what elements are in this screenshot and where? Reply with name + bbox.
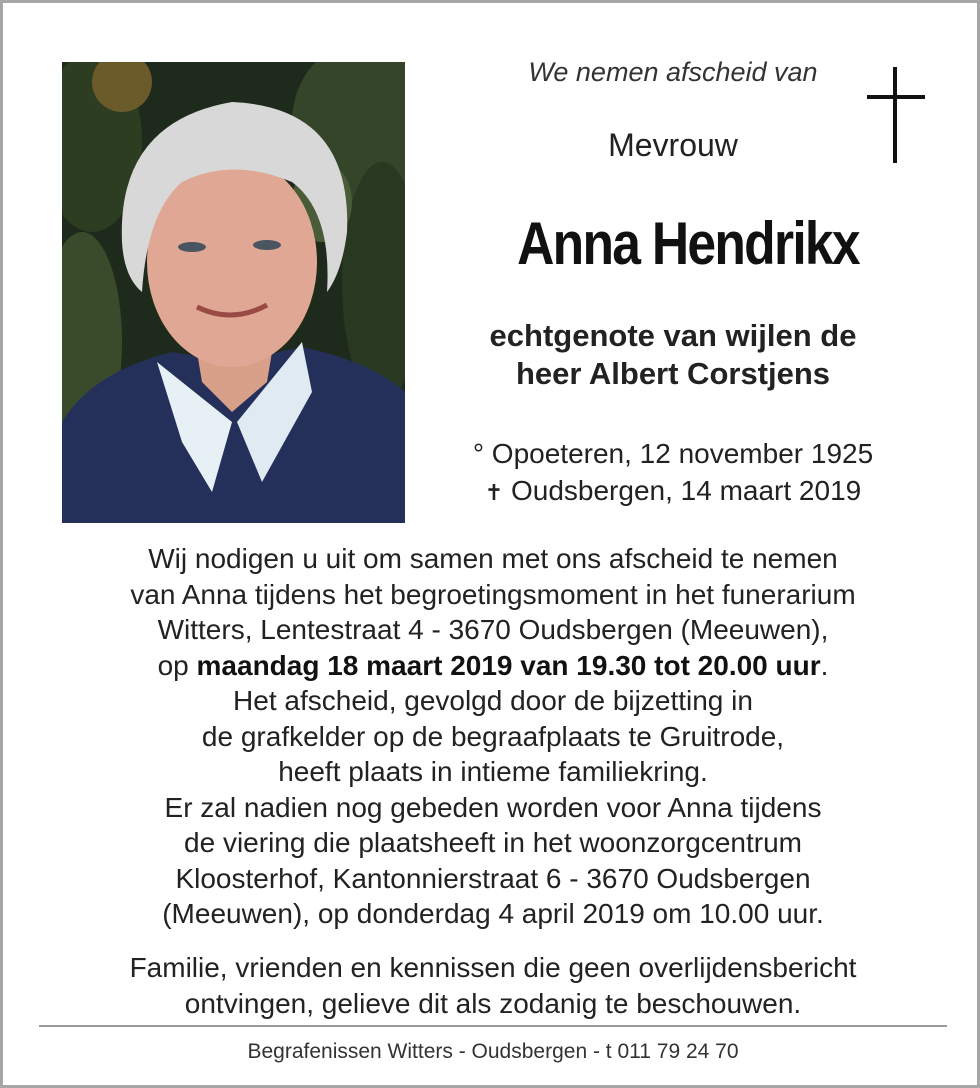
invitation-line: Er zal nadien nog gebeden worden voor Anna tijdens — [164, 791, 822, 823]
spouse-line-1: echtgenote van wijlen de — [489, 318, 857, 353]
invitation-line: Wij nodigen u uit om samen met ons afscheid te nemen — [148, 543, 838, 574]
spouse-info — [433, 317, 913, 393]
closing-line: ontvingen, gelieve dit als zodanig te beschouwen. — [184, 987, 802, 1019]
invitation-line — [43, 648, 943, 684]
viewing-date-time: maandag 18 maart 2019 van 19.30 tot 20.00 uur — [196, 649, 821, 681]
honorific: Mevrouw — [608, 127, 738, 163]
invitation-text — [43, 541, 943, 932]
invitation-line: heeft plaats in intieme familiekring. — [278, 756, 708, 787]
invitation-line: Het afscheid, gevolgd door de bijzetting in — [233, 685, 753, 716]
death-date-row — [433, 472, 913, 511]
invitation-line: de viering die plaatsheeft in het woonzorgcentrum — [184, 827, 802, 858]
death-date: Oudsbergen, 14 maart 2019 — [510, 475, 862, 506]
invitation-line: van Anna tijdens het begroetingsmoment in het funerarium — [130, 578, 856, 610]
deceased-name: Anna Hendrikx — [517, 210, 859, 277]
footer-divider — [39, 1025, 947, 1027]
invitation-line: de grafkelder op de begraafplaats te Gruitrode, — [201, 720, 785, 752]
death-cross-icon: ✝ — [484, 480, 504, 505]
closing-text — [43, 950, 943, 1021]
spouse-line-2: heer Albert Corstjens — [515, 356, 831, 391]
closing-line: Familie, vrienden en kennissen die geen overlijdensbericht — [129, 952, 857, 983]
invitation-line: Witters, Lentestraat 4 - 3670 Oudsbergen (Meeuwen), — [157, 614, 829, 645]
life-dates — [433, 435, 913, 511]
intro-text: We nemen afscheid van — [528, 57, 818, 87]
funeral-home-footer: Begrafenissen Witters - Oudsbergen - t 011 79 24 70 — [247, 1040, 739, 1063]
portrait-photo — [62, 62, 405, 523]
invitation-line: (Meeuwen), op donderdag 4 april 2019 om 10.00 uur. — [162, 898, 824, 929]
invitation-line: Kloosterhof, Kantonnierstraat 6 - 3670 Oudsbergen — [175, 862, 811, 894]
portrait-illustration — [62, 62, 405, 523]
birth-date: ° Opoeteren, 12 november 1925 — [472, 438, 874, 469]
invitation-line4-prefix: op — [157, 649, 197, 681]
invitation-line4-suffix: . — [820, 649, 829, 681]
